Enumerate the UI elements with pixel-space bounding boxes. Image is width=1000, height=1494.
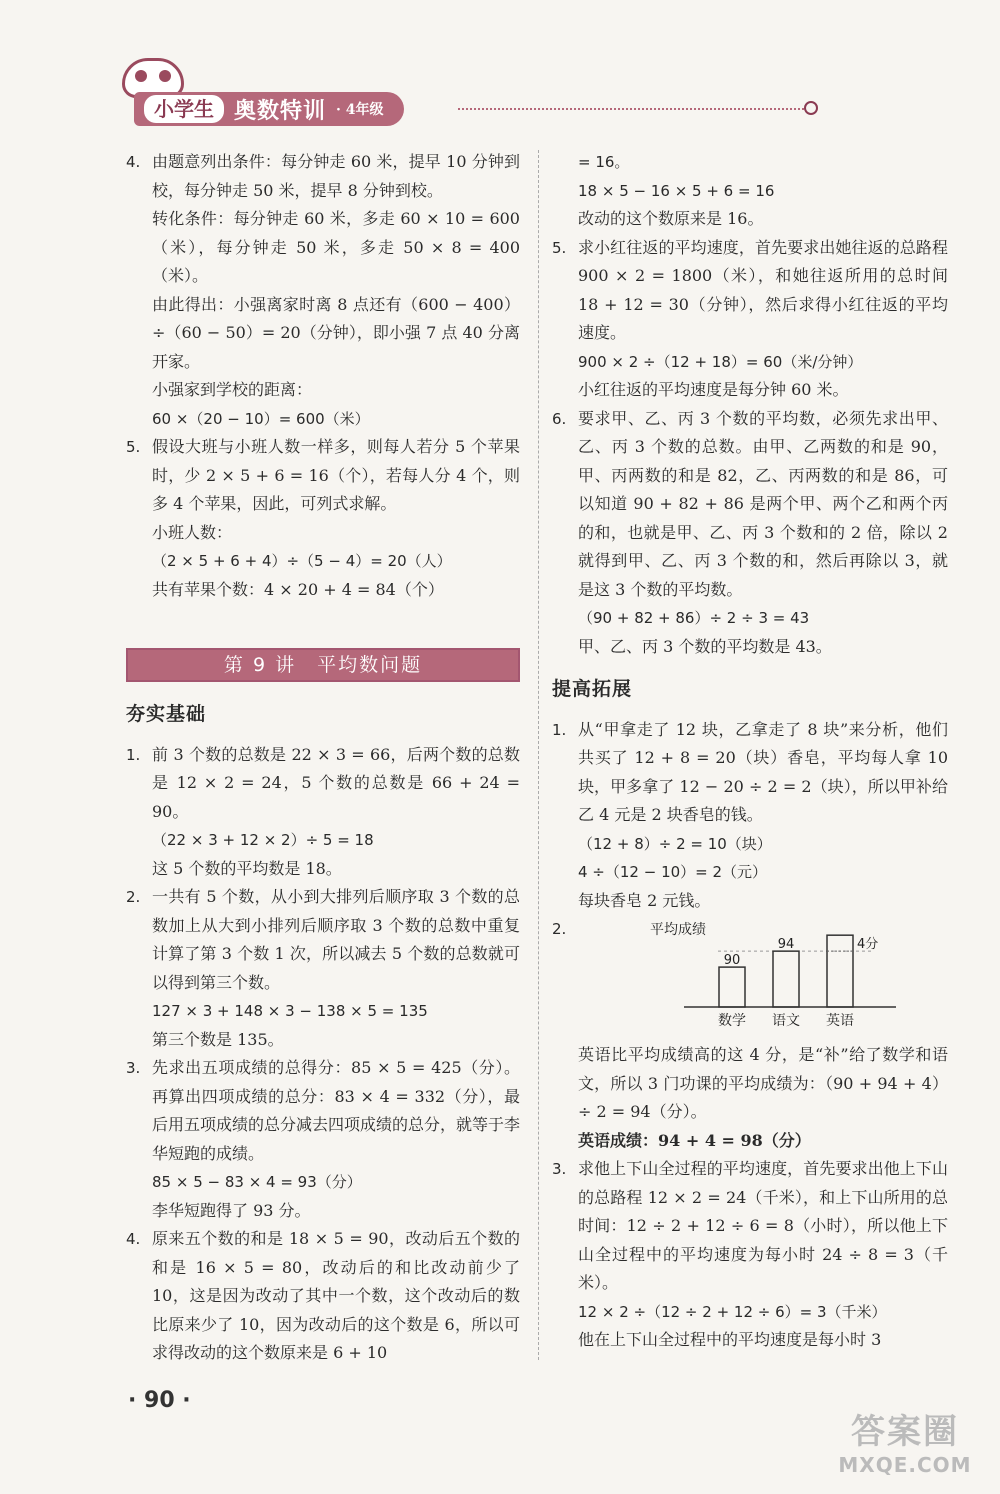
bar-英语 (827, 935, 853, 1007)
item-text: 英语成绩：94 + 4 = 98（分） (578, 1130, 811, 1150)
mascot-eye (159, 70, 171, 82)
item-number: 5. (126, 438, 141, 456)
site-watermark (820, 1404, 990, 1477)
item-text: 由题意列出条件：每分钟走 60 米，提早 10 分钟到校，每分钟走 50 米，提早 8 分钟到校。 (152, 152, 520, 200)
item-formula: 900 × 2 ÷（12 + 18）= 60（米/分钟） (578, 352, 863, 371)
item-text: 他在上下山全过程中的平均速度是每小时 3 (578, 1330, 882, 1349)
item-text: 英语比平均成绩高的这 4 分，是“补”给了数学和语文，所以 3 门功课的平均成绩为：（90 + 94 + 4）÷ 2 = 94（分）。 (578, 1045, 948, 1121)
category-label: 语文 (772, 1013, 800, 1029)
item-number: 2. (552, 920, 567, 938)
right-column (552, 148, 948, 1355)
item-text: 这 5 个数的平均数是 18。 (152, 858, 342, 878)
item-text: 转化条件：每分钟走 60 米，多走 60 × 10 = 600（米），每分钟走 50 米，多走 50 × 8 = 400（米）。 (152, 209, 520, 285)
left-column (126, 148, 520, 1368)
item-formula: = 16。 (578, 153, 630, 171)
item-formula: 4 ÷（12 − 10）= 2（元） (578, 863, 768, 881)
book-brand: 小学生 (144, 95, 224, 123)
item-text: 原来五个数的和是 18 × 5 = 90，改动后五个数的和是 16 × 5 = 80，改动后的和比改动前少了 10，这是因为改动了其中一个数，这个改动后的数比原来少了 10，因为改动后的这个数是 6，所以可求得改动的这个数原来是 6 + 10 (152, 1229, 520, 1362)
item-text: 求小红往返的平均速度，首先要求出她往返的总路程 900 × 2 = 1800（米），和她往返所用的总时间 18 + 12 = 30（分钟），然后求得小红往返的平均速度。 (578, 237, 948, 342)
item-text: 每块香皂 2 元钱。 (578, 890, 711, 910)
item-number: 1. (126, 745, 141, 764)
book-title-band (134, 92, 404, 126)
item-text: 求他上下山全过程的平均速度，首先要求出他上下山的总路程 12 × 2 = 24（千米），和上下山所用的总时间：12 ÷ 2 + 12 ÷ 6 = 8（小时），所以他上下山全过程中的平均速度为每小时 24 ÷ 8 = 3（千米）。 (578, 1159, 948, 1292)
answer-item (552, 405, 948, 662)
item-number: 4. (126, 153, 141, 171)
item-formula: （2 × 5 + 6 + 4）÷（5 − 4）= 20（人） (152, 552, 452, 570)
answer-item (126, 433, 520, 604)
item-text: 假设大班与小班人数一样多，则每人若分 5 个苹果时，少 2 × 5 + 6 = 16（个），若每人分 4 个，则多 4 个苹果，因此，可列式求解。 (152, 437, 520, 513)
score-bar-chart (578, 915, 908, 1035)
answer-item (552, 234, 948, 405)
section-title-basic: 夯实基础 (126, 703, 207, 725)
item-text: 先求出五项成绩的总得分：85 × 5 = 425（分）。再算出四项成绩的总分：83 × 4 = 332（分），最后用五项成绩的总分减去四项成绩的总分，就等于李华短跑的成绩。 (152, 1058, 521, 1163)
item-formula: 85 × 5 − 83 × 4 = 93（分） (152, 1173, 362, 1191)
item-text: 一共有 5 个数，从小到大排列后顺序取 3 个数的总数加上从大到小排列后顺序取 3 个数的总数中重复计算了第 3 个数 1 次，所以减去 5 个数的总数就可以得到第三个数。 (152, 887, 520, 992)
page-header (118, 58, 818, 128)
item-number: 4. (126, 1230, 141, 1248)
item-text: 共有苹果个数：4 × 20 + 4 = 84（个） (152, 579, 444, 599)
header-dotted-rule (458, 108, 804, 110)
item-number: 3. (126, 1059, 141, 1077)
bar-value-label: 90 (723, 953, 741, 969)
column-divider (538, 150, 539, 1360)
lecture-title-bar: 第 9 讲 平均数问题 (126, 648, 520, 682)
item-text: 小班人数： (152, 522, 233, 542)
mascot-eye (135, 70, 147, 82)
item-text: 前 3 个数的总数是 22 × 3 = 66，后两个数的总数是 12 × 2 = 24，5 个数的总数是 66 + 24 = 90。 (152, 744, 520, 821)
item-formula: （90 + 82 + 86）÷ 2 ÷ 3 = 43 (578, 609, 810, 627)
answer-item (552, 716, 948, 916)
category-label: 数学 (718, 1013, 746, 1029)
item-text: 改动的这个数原来是 16。 (578, 209, 764, 228)
category-label: 英语 (826, 1013, 854, 1029)
item-text: 小红往返的平均速度是每分钟 60 米。 (578, 380, 849, 399)
answer-item (126, 741, 520, 884)
item-formula: 60 ×（20 − 10）= 600（米） (152, 409, 370, 428)
item-formula: 127 × 3 + 148 × 3 − 138 × 5 = 135 (152, 1002, 428, 1020)
item-text: 从“甲拿走了 12 块，乙拿走了 8 块”来分析，他们共买了 12 + 8 = 20（块）香皂，平均每人拿 10 块，甲多拿了 12 − 20 ÷ 2 = 2（块），所以甲补给乙 4 元是 2 块香皂的钱。 (578, 719, 948, 824)
annotation-label: 4分 (857, 937, 879, 953)
item-text: 要求甲、乙、丙 3 个数的平均数，必须先求出甲、乙、丙 3 个数的总数。由甲、乙两数的和是 90，甲、丙两数的和是 82，乙、丙两数的和是 86，可以知道 90 + 82 + 86 是两个甲、两个乙和两个丙的和，也就是甲、乙、丙 3 个数和的 2 倍，除以 2 就得到甲、乙、丙 3 个数的和，然后再除以 3，就是这 3 个数的平均数。 (578, 408, 948, 599)
item-number: 5. (552, 238, 567, 257)
answer-item (126, 1225, 520, 1368)
section-title-advanced: 提高拓展 (552, 678, 633, 700)
bar-数学 (719, 967, 745, 1007)
answer-item (126, 148, 520, 433)
item-number: 2. (126, 888, 141, 906)
item-text: 第三个数是 135。 (152, 1029, 284, 1049)
watermark-url: MXQE.COM (838, 1453, 972, 1477)
answer-item (126, 883, 520, 1054)
item-formula: 18 × 5 − 16 × 5 + 6 = 16 (578, 181, 775, 200)
answer-item (552, 915, 948, 1155)
answer-item (552, 1155, 948, 1355)
book-grade: · 4年级 (336, 102, 384, 118)
item-number: 3. (552, 1160, 567, 1178)
item-text: 由此得出：小强离家时离 8 点还有（600 − 400）÷（60 − 50）= 20（分钟），即小强 7 点 40 分离开家。 (152, 294, 520, 371)
chart-title: 平均成绩 (650, 922, 706, 938)
item-number: 1. (552, 720, 567, 739)
item-formula: 12 × 2 ÷（12 ÷ 2 + 12 ÷ 6）= 3（千米） (578, 1302, 887, 1321)
bar-value-label: 94 (777, 937, 795, 953)
bar-语文 (773, 951, 799, 1007)
item-text: 小强家到学校的距离： (152, 380, 313, 399)
page-number: · 90 · (128, 1388, 191, 1413)
answer-item-continued (552, 148, 948, 234)
item-formula: （22 × 3 + 12 × 2）÷ 5 = 18 (152, 831, 374, 849)
book-subtitle: 奥数特训 (234, 97, 327, 124)
score-chart (578, 915, 948, 1035)
watermark-logo: 答案圈 (851, 1412, 959, 1452)
item-number: 6. (552, 409, 567, 428)
answer-item (126, 1054, 520, 1225)
item-text: 甲、乙、丙 3 个数的平均数是 43。 (578, 636, 832, 656)
item-text: 李华短跑得了 93 分。 (152, 1200, 311, 1220)
item-formula: （12 + 8）÷ 2 = 10（块） (578, 834, 772, 853)
header-end-circle-icon (804, 101, 818, 115)
